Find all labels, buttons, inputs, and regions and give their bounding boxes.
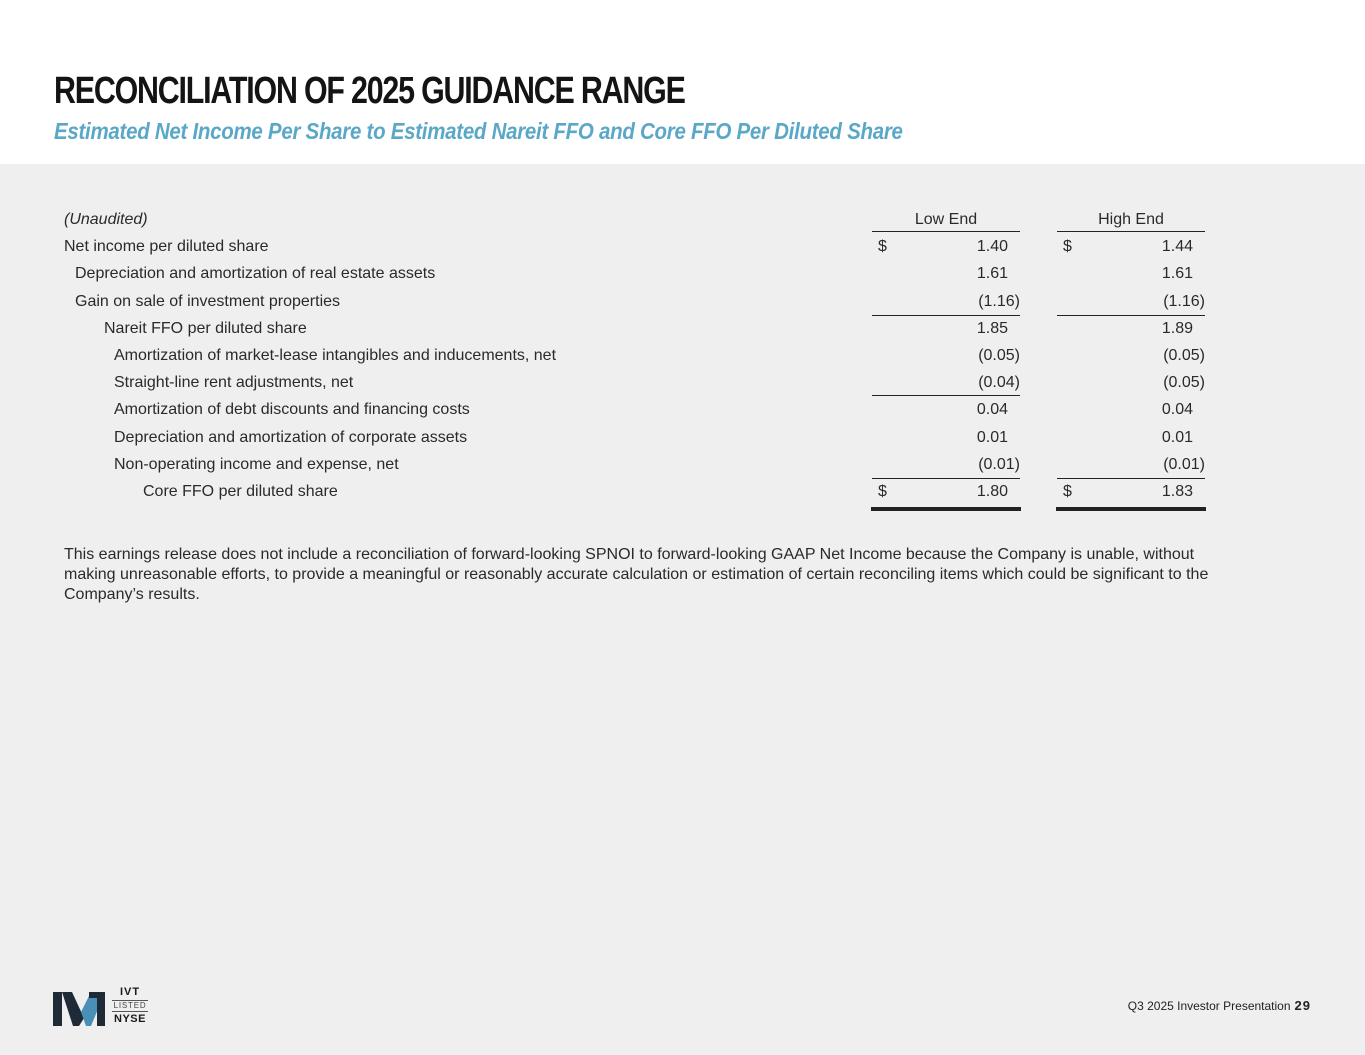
page-subtitle: Estimated Net Income Per Share to Estimated Nareit FFO and Core FFO Per Diluted Share <box>54 118 903 144</box>
row-label: Gain on sale of investment properties <box>75 292 341 310</box>
table-row <box>64 288 1209 315</box>
page-number: 29 <box>1294 998 1311 1013</box>
low-end-cell <box>872 260 1020 287</box>
table-header-row <box>64 206 1209 233</box>
table-row <box>64 478 1209 505</box>
presentation-title: Q3 2025 Investor Presentation <box>1127 999 1291 1013</box>
footnote-text: This earnings release does not include a reconciliation of forward-looking SPNOI to forward-looking GAAP Net Income because the Company is unable, without making unreasonable efforts, to provide a meaningful or reasonably accurate calculation or estimation of certain reconciling items which could be significant to the Company’s results. <box>64 546 1209 603</box>
low-end-value: (0.01) <box>978 455 1020 473</box>
high-end-cell <box>1057 288 1205 315</box>
currency-symbol: $ <box>878 238 887 256</box>
high-end-value: 1.89 <box>1161 319 1193 337</box>
high-end-value: (0.05) <box>1163 346 1205 364</box>
high-end-cell <box>1057 424 1205 451</box>
high-end-value: (0.05) <box>1163 374 1205 392</box>
low-end-value: 0.04 <box>976 401 1008 419</box>
low-end-value: 1.61 <box>976 265 1008 283</box>
unaudited-label: (Unaudited) <box>64 211 148 228</box>
double-underline-high <box>1056 507 1206 511</box>
table-row <box>64 451 1209 478</box>
column-header-high-end: High End <box>1098 211 1164 228</box>
row-label: Non-operating income and expense, net <box>114 455 399 473</box>
low-end-value: (0.05) <box>978 346 1020 364</box>
table-row <box>64 233 1209 260</box>
low-end-cell <box>872 478 1020 505</box>
row-label: Amortization of debt discounts and financing costs <box>114 401 470 419</box>
high-end-cell <box>1057 451 1205 478</box>
row-label: Depreciation and amortization of corporate assets <box>114 428 468 446</box>
high-end-cell <box>1057 315 1205 342</box>
table-row <box>64 369 1209 396</box>
low-end-value: 1.85 <box>976 319 1008 337</box>
currency-symbol: $ <box>1063 238 1072 256</box>
row-label: Amortization of market-lease intangibles and inducements, net <box>114 346 557 364</box>
page-footer <box>1128 998 1311 1013</box>
table-row <box>64 315 1209 342</box>
row-label: Net income per diluted share <box>64 238 269 256</box>
header-underline-high <box>1057 231 1205 232</box>
table-row <box>64 424 1209 451</box>
exchange-badge <box>110 986 150 1026</box>
low-end-value: 0.01 <box>976 428 1008 446</box>
row-label: Nareit FFO per diluted share <box>104 319 307 337</box>
high-end-value: 1.83 <box>1161 482 1193 500</box>
row-label: Core FFO per diluted share <box>143 482 338 500</box>
listed-label: LISTED <box>113 1001 147 1010</box>
column-header-low-end: Low End <box>914 211 978 228</box>
row-label: Depreciation and amortization of real estate assets <box>75 265 436 283</box>
low-end-cell <box>872 424 1020 451</box>
double-underline-low <box>871 507 1021 511</box>
high-end-cell <box>1057 478 1205 505</box>
high-end-cell <box>1057 233 1205 260</box>
low-end-value: 1.80 <box>976 482 1008 500</box>
table-row <box>64 396 1209 423</box>
low-end-cell <box>872 342 1020 369</box>
high-end-value: 0.04 <box>1161 401 1193 419</box>
high-end-cell <box>1057 396 1205 423</box>
page-header <box>0 0 1365 164</box>
ticker-symbol: IVT <box>119 986 141 998</box>
high-end-cell <box>1057 342 1205 369</box>
low-end-cell <box>872 288 1020 315</box>
header-underline-low <box>872 231 1020 232</box>
low-end-cell <box>872 451 1020 478</box>
low-end-value: (1.16) <box>978 292 1020 310</box>
low-end-cell <box>872 233 1020 260</box>
high-end-cell <box>1057 260 1205 287</box>
high-end-value: (0.01) <box>1163 455 1205 473</box>
currency-symbol: $ <box>1063 482 1072 500</box>
table-row <box>64 260 1209 287</box>
high-end-value: 0.01 <box>1161 428 1193 446</box>
high-end-value: (1.16) <box>1163 292 1205 310</box>
low-end-cell <box>872 315 1020 342</box>
reconciliation-table <box>64 206 1209 505</box>
low-end-value: 1.40 <box>976 238 1008 256</box>
low-end-cell <box>872 396 1020 423</box>
high-end-value: 1.61 <box>1161 265 1193 283</box>
currency-symbol: $ <box>878 482 887 500</box>
high-end-cell <box>1057 369 1205 396</box>
table-row <box>64 342 1209 369</box>
exchange-name: NYSE <box>114 1013 146 1025</box>
low-end-cell <box>872 369 1020 396</box>
row-label: Straight-line rent adjustments, net <box>114 374 354 392</box>
page-title: RECONCILIATION OF 2025 GUIDANCE RANGE <box>54 70 685 112</box>
low-end-value: (0.04) <box>978 374 1020 392</box>
high-end-value: 1.44 <box>1161 238 1193 256</box>
